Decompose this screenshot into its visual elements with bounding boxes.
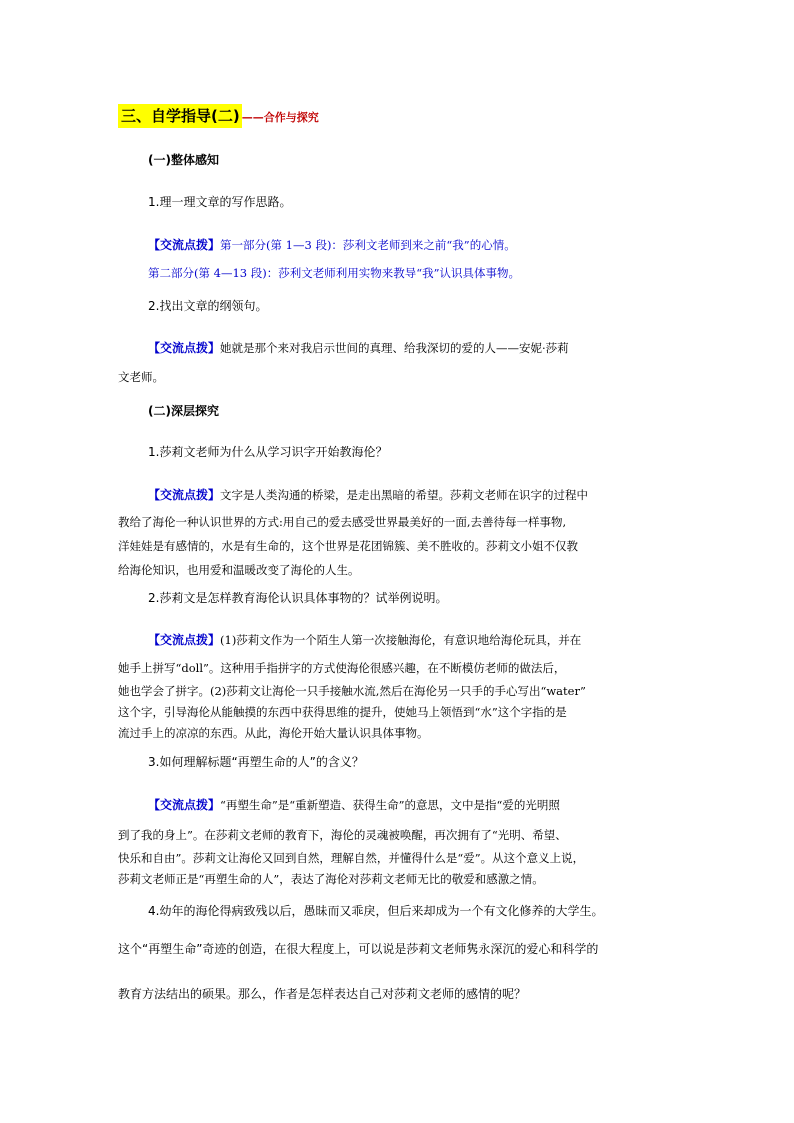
answer-tag: 【交流点拨】	[148, 798, 221, 812]
question-2: 2.找出文章的纲领句。	[148, 299, 268, 313]
answer-5-line-4: 莎莉文老师正是“再塑生命的人”，表达了海伦对莎莉文老师无比的敬爱和感激之情。	[118, 872, 544, 886]
answer-3-line-1: 【交流点拨】文字是人类沟通的桥梁，是走出黑暗的希望。莎莉文老师在识字的过程中	[148, 488, 589, 502]
section-title-subtitle: ——合作与探究	[241, 111, 319, 124]
question-4: 2.莎莉文是怎样教育海伦认识具体事物的？试举例说明。	[148, 591, 448, 605]
question-3: 1.莎莉文老师为什么从学习识字开始教海伦？	[148, 445, 388, 459]
question-5: 3.如何理解标题“再塑生命的人”的含义？	[148, 755, 364, 769]
question-6-line-2: 这个“再塑生命”奇迹的创造，在很大程度上，可以说是莎莉文老师隽永深沉的爱心和科学的	[118, 942, 599, 956]
part1-heading: (一)整体感知	[148, 153, 219, 167]
answer-5-line-2: 到了我的身上”。在莎莉文老师的教育下，海伦的灵魂被唤醒，再次拥有了“光明、希望、	[118, 828, 567, 842]
answer-tag: 【交流点拨】	[148, 488, 221, 502]
answer-4-line-5: 流过手上的凉凉的东西。从此，海伦开始大量认识具体事物。	[118, 726, 429, 740]
question-6-line-1: 4.幼年的海伦得病致残以后，愚昧而又乖戾，但后来却成为一个有文化修养的大学生。	[148, 904, 604, 918]
answer-4-line-3: 她也学会了拼字。(2)莎莉文让海伦一只手接触水流,然后在海伦另一只手的手心写出“water”	[118, 684, 586, 698]
part2-heading: (二)深层探究	[148, 404, 219, 418]
answer-3-line-3: 洋娃娃是有感情的，水是有生命的，这个世界是花团锦簇、美不胜收的。莎莉文小姐不仅教	[118, 539, 578, 553]
answer-tag: 【交流点拨】	[148, 238, 221, 252]
answer-4-line-4: 这个字，引导海伦从能触摸的东西中获得思维的提升，使她马上领悟到“水”这个字指的是	[118, 705, 567, 719]
answer-1-line-1: 【交流点拨】第一部分(第 1—3 段)：莎利文老师到来之前“我”的心情。	[148, 238, 516, 252]
answer-2-line-2: 文老师。	[118, 370, 164, 384]
question-1: 1.理一理文章的写作思路。	[148, 195, 292, 209]
question-6-line-3: 教育方法结出的硕果。那么，作者是怎样表达自己对莎莉文老师的感情的呢？	[118, 987, 527, 1001]
answer-1-line-2: 第二部分(第 4—13 段)：莎利文老师利用实物来教导“我”认识具体事物。	[148, 266, 520, 280]
answer-5-line-1: 【交流点拨】“再塑生命”是“重新塑造、获得生命”的意思，文中是指“爱的光明照	[148, 798, 560, 812]
answer-4-line-1: 【交流点拨】(1)莎莉文作为一个陌生人第一次接触海伦，有意识地给海伦玩具，并在	[148, 633, 582, 647]
section-title-main: 三、自学指导(二)	[118, 104, 242, 128]
answer-tag: 【交流点拨】	[148, 633, 221, 647]
answer-tag: 【交流点拨】	[148, 341, 221, 355]
answer-3-line-4: 给海伦知识，也用爱和温暖改变了海伦的人生。	[118, 563, 360, 577]
answer-5-line-3: 快乐和自由”。莎莉文让海伦又回到自然，理解自然，并懂得什么是“爱”。从这个意义上说，	[118, 851, 585, 865]
section-title	[118, 103, 319, 129]
answer-3-line-2: 教给了海伦一种认识世界的方式:用自己的爱去感受世界最美好的一面,去善待每一样事物,	[118, 515, 567, 529]
answer-2-line-1: 【交流点拨】她就是那个来对我启示世间的真理、给我深切的爱的人——安妮·莎莉	[148, 341, 569, 355]
answer-4-line-2: 她手上拼写“doll”。这种用手指拼字的方式使海伦很感兴趣，在不断模仿老师的做法后，	[118, 661, 566, 675]
